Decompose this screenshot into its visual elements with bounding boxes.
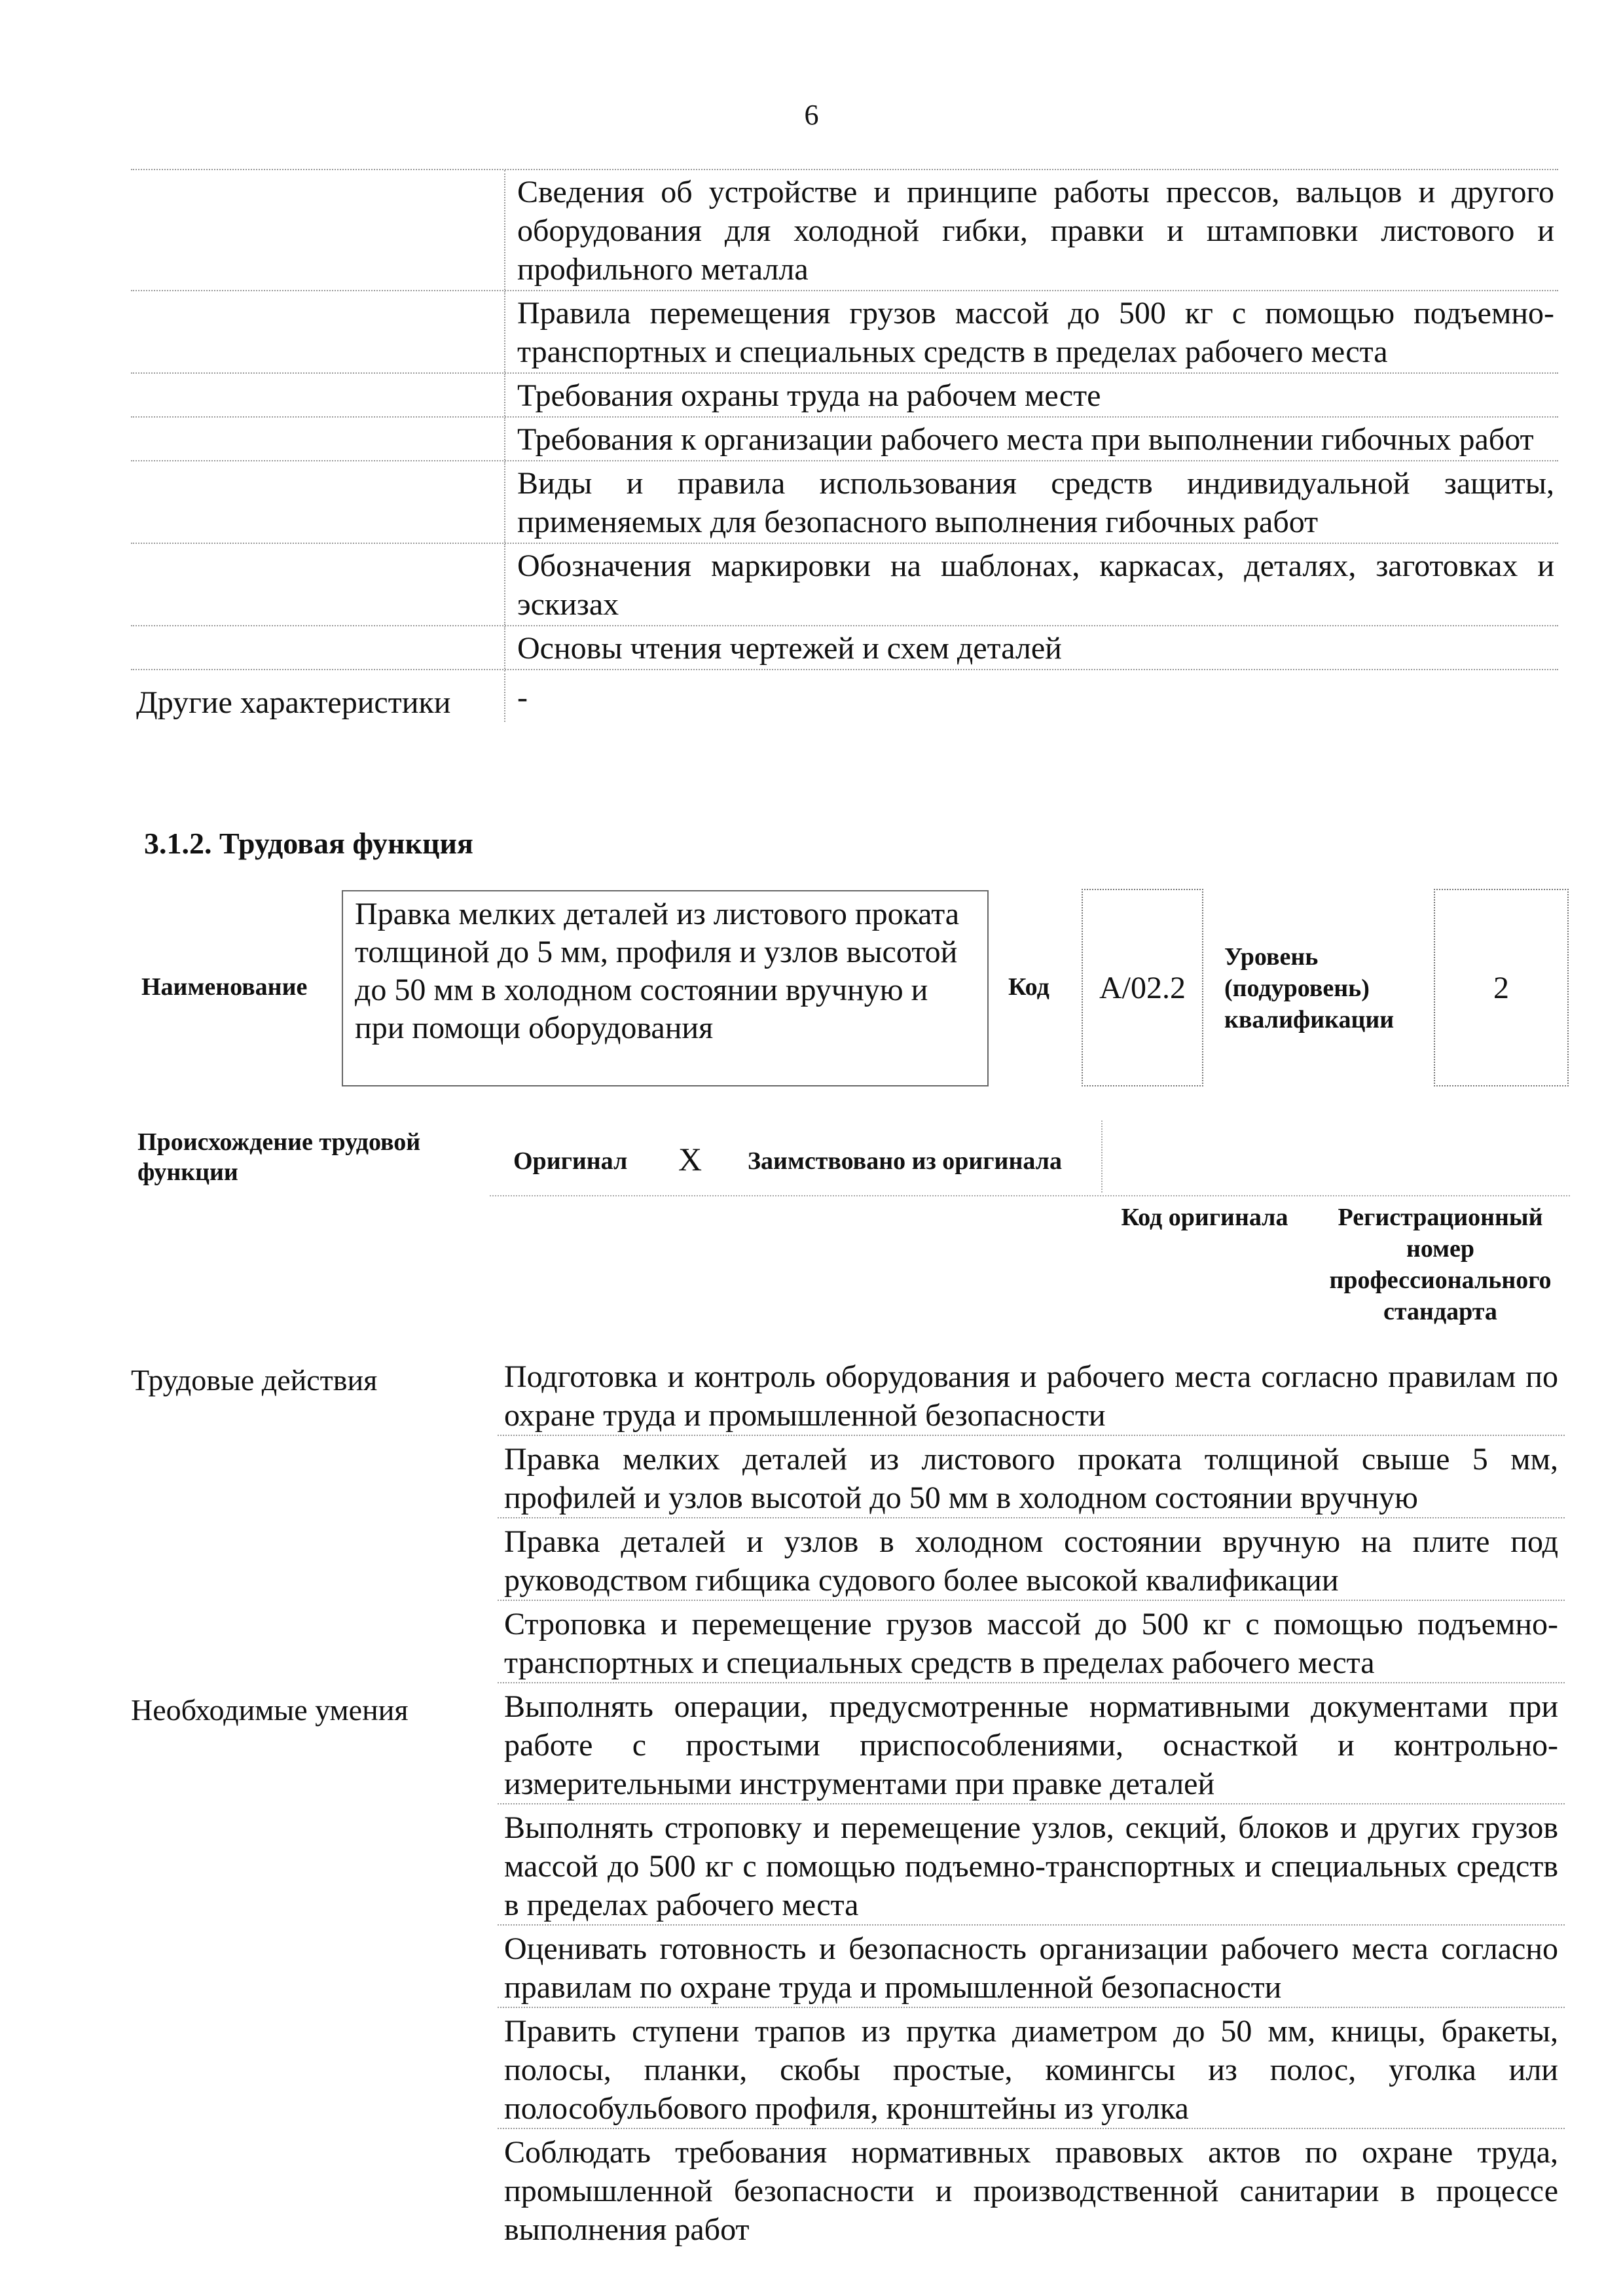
labor-function-table [124, 1354, 1565, 2249]
knowledge-item: Требования охраны труда на рабочем месте [504, 374, 1558, 416]
other-characteristics-row [131, 669, 1558, 722]
list-item: Оценивать готовность и безопасность организации рабочего места согласно правилам по охране труда и промышленной безопасности [498, 1926, 1565, 2008]
other-characteristics-value: - [504, 670, 1558, 722]
origin-borrowed: Заимствовано из оригинала [748, 1147, 1062, 1175]
list-item: Править ступени трапов из прутка диаметром до 50 мм, кницы, бракеты, полосы, планки, скобы простые, комингсы из полос, уголка или полособульбового профиля, кронштейны из уголка [498, 2008, 1565, 2129]
table-row [131, 416, 1558, 460]
list-item: Строповка и перемещение грузов массой до 500 кг с помощью подъемно-транспортных и специальных средств в пределах рабочего места [498, 1601, 1565, 1683]
page-number: 6 [804, 99, 819, 131]
knowledge-item: Основы чтения чертежей и схем деталей [504, 626, 1558, 669]
table-row [131, 372, 1558, 416]
labor-actions-label: Трудовые действия [131, 1363, 378, 1397]
origin-mark: X [678, 1141, 702, 1177]
knowledge-item: Обозначения маркировки на шаблонах, каркасах, деталях, заготовках и эскизах [504, 544, 1558, 625]
skills-section [124, 1683, 1565, 2249]
list-item: Выполнять строповку и перемещение узлов, секций, блоков и других грузов массой до 500 кг с помощью подъемно-транспортных и специальных средств в пределах рабочего места [498, 1804, 1565, 1926]
table-row [131, 543, 1558, 625]
origin-divider [1101, 1121, 1103, 1193]
qualification-level-box [1434, 889, 1569, 1086]
code-label: Код [1008, 973, 1049, 1001]
qualification-level-label: Уровень (подуровень) квалификации [1224, 943, 1395, 1033]
table-row [131, 169, 1558, 290]
registration-number-caption: Регистрационный номер профессионального стандарта [1329, 1204, 1552, 1325]
knowledge-table [131, 169, 1558, 722]
list-item: Подготовка и контроль оборудования и рабочего места согласно правилам по охране труда и промышленной безопасности [498, 1354, 1565, 1436]
origin-original: Оригинал [513, 1147, 628, 1175]
knowledge-item: Сведения об устройстве и принципе работы прессов, вальцов и другого оборудования для холодной гибки, правки и штамповки листового и профильного металла [504, 170, 1558, 290]
origin-divider [490, 1195, 1570, 1196]
list-item: Правка деталей и узлов в холодном состоянии вручную на плите под руководством гибщика судового более высокой квалификации [498, 1518, 1565, 1601]
skills-label: Необходимые умения [131, 1693, 409, 1727]
code-box [1082, 889, 1203, 1086]
table-row [131, 290, 1558, 372]
function-name-box: Правка мелких деталей из листового проката толщиной до 5 мм, профиля и узлов высотой до 50 мм в холодном состоянии вручную и при помощи оборудования [342, 890, 989, 1086]
other-characteristics-label: Другие характеристики [136, 685, 451, 720]
list-item: Выполнять операции, предусмотренные нормативными документами при работе с простыми приспособлениями, оснасткой и контрольно-измерительными инструментами при правке деталей [498, 1683, 1565, 1804]
list-item: Правка мелких деталей из листового проката толщиной свыше 5 мм, профилей и узлов высотой до 50 мм в холодном состоянии вручную [498, 1436, 1565, 1518]
qualification-level-value: 2 [1493, 970, 1509, 1005]
knowledge-item: Правила перемещения грузов массой до 500 кг с помощью подъемно-транспортных и специальных средств в пределах рабочего места [504, 291, 1558, 372]
code-value: А/02.2 [1099, 970, 1186, 1005]
name-label: Наименование [141, 973, 308, 1001]
table-row [131, 625, 1558, 669]
knowledge-item: Требования к организации рабочего места при выполнении гибочных работ [504, 418, 1558, 460]
list-item: Соблюдать требования нормативных правовых актов по охране труда, промышленной безопасности и производственной санитарии в процессе выполнения работ [504, 2135, 1558, 2247]
labor-actions-section [124, 1354, 1565, 1683]
table-row [131, 460, 1558, 543]
knowledge-item: Виды и правила использования средств индивидуальной защиты, применяемых для безопасного выполнения гибочных работ [504, 461, 1558, 543]
origin-label: Происхождение трудовой функции [137, 1128, 421, 1186]
section-heading: 3.1.2. Трудовая функция [144, 827, 473, 860]
original-code-caption: Код оригинала [1121, 1204, 1288, 1231]
